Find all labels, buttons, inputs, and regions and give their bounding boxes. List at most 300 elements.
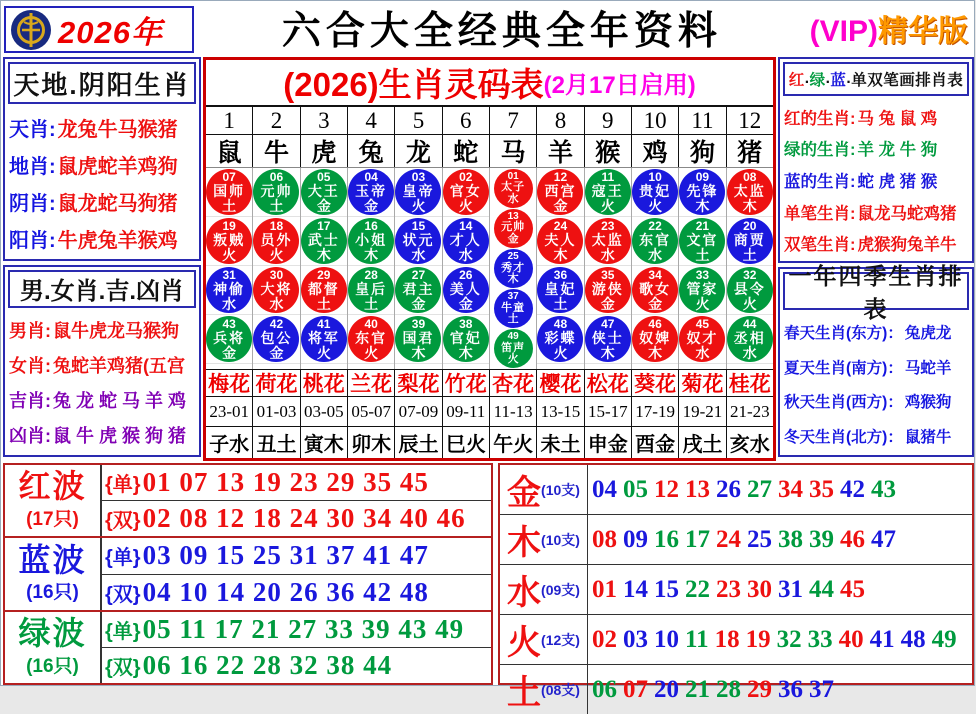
wave-rows xyxy=(102,465,491,536)
ball-role-name: 奴才 xyxy=(686,330,719,346)
ball-element: 土 xyxy=(553,296,568,312)
male-female-title: 男.女肖.吉.凶肖 xyxy=(8,270,196,308)
ball-cell xyxy=(632,315,678,364)
number-ball xyxy=(679,267,725,313)
column-number-cell: 2 xyxy=(253,107,300,134)
wave-name: 蓝波 xyxy=(18,541,87,578)
zodiac-column xyxy=(443,168,490,369)
ball-number: 21 xyxy=(695,219,710,233)
number-ball xyxy=(537,218,583,264)
wave-count: (16只) xyxy=(26,582,79,604)
ball-element: 水 xyxy=(507,192,519,205)
column-number-cell: 1 xyxy=(206,107,253,134)
right-sidebar xyxy=(778,57,974,461)
zodiac-name-cell: 龙 xyxy=(395,135,442,167)
flower-cell: 梨花 xyxy=(395,370,442,396)
element-number: 26 xyxy=(716,475,741,503)
wave-group xyxy=(5,465,491,538)
column-number-cell: 10 xyxy=(632,107,679,134)
ball-cell xyxy=(301,315,347,364)
element-number: 35 xyxy=(809,475,834,503)
ball-cell xyxy=(490,289,536,329)
zodiac-category-row xyxy=(9,387,195,413)
wave-number-row xyxy=(102,575,491,610)
number-ball xyxy=(348,169,394,215)
odd-even-label: {双} xyxy=(105,583,141,606)
number-ball xyxy=(727,169,773,215)
category-value: 鼠猪牛 xyxy=(904,428,952,446)
ball-role-name: 才人 xyxy=(449,232,482,248)
ball-element: 土 xyxy=(507,313,519,326)
ball-role-name: 牛童 xyxy=(501,301,526,314)
number-ball xyxy=(585,169,631,215)
ball-number: 19 xyxy=(222,219,236,233)
ball-role-name: 东官 xyxy=(639,232,672,248)
element-number: 10 xyxy=(654,625,679,653)
ball-element: 木 xyxy=(411,345,426,361)
element-row xyxy=(500,465,972,515)
ball-element: 水 xyxy=(411,247,426,263)
element-count: (09支) xyxy=(541,581,580,598)
ball-number: 24 xyxy=(553,219,568,233)
column-number-cell: 6 xyxy=(443,107,490,134)
number-ball xyxy=(727,316,773,362)
earthly-branch-cell: 寅木 xyxy=(301,427,348,458)
zodiac-category-row xyxy=(784,390,968,412)
ball-role-name: 先锋 xyxy=(686,183,719,199)
flower-cell: 荷花 xyxy=(253,370,300,396)
zodiac-category-row xyxy=(784,231,968,255)
ball-role-name: 寇王 xyxy=(591,183,624,199)
element-number: 02 xyxy=(592,625,617,653)
element-number: 38 xyxy=(778,525,803,553)
element-number: 05 xyxy=(623,475,648,503)
ball-number: 42 xyxy=(269,317,284,331)
ball-element: 火 xyxy=(648,198,663,214)
zodiac-category-row xyxy=(784,321,968,343)
ball-cell xyxy=(348,315,394,364)
ball-element: 火 xyxy=(458,198,473,214)
element-name: 水 xyxy=(507,574,542,612)
earthly-branch-cell: 卯木 xyxy=(348,427,395,458)
male-female-rows xyxy=(5,311,199,455)
number-ball xyxy=(632,267,678,313)
number-ball xyxy=(301,218,347,264)
wave-name: 绿波 xyxy=(18,615,87,652)
time-range-cell: 05-07 xyxy=(348,397,395,426)
ball-element: 金 xyxy=(458,296,473,312)
element-number: 18 xyxy=(714,625,740,653)
earthly-branch-cell: 巳火 xyxy=(443,427,490,458)
ball-role-name: 元帅 xyxy=(260,183,293,199)
category-label: 红的生肖: xyxy=(784,109,856,128)
ball-number: 44 xyxy=(743,317,757,331)
time-range-cell: 07-09 xyxy=(395,397,442,426)
wave-count: (16只) xyxy=(26,655,79,677)
number-ball xyxy=(301,267,347,313)
ball-role-name: 太监 xyxy=(591,232,624,248)
ball-role-name: 商贾 xyxy=(733,232,766,248)
element-number: 32 xyxy=(776,625,802,653)
element-number: 06 xyxy=(592,675,617,703)
zodiac-column xyxy=(301,168,348,369)
element-label xyxy=(500,465,588,514)
earthly-branch-cell: 未土 xyxy=(537,427,584,458)
time-range-cell: 21-23 xyxy=(729,401,770,421)
ball-number: 16 xyxy=(364,219,378,233)
time-range-cell: 01-03 xyxy=(253,397,300,426)
ball-element: 金 xyxy=(316,198,331,214)
number-ball xyxy=(253,316,299,362)
ball-role-name: 侠士 xyxy=(591,330,624,346)
element-number: 19 xyxy=(745,625,771,653)
element-row xyxy=(500,665,972,714)
number-ball xyxy=(443,316,489,362)
flower-cell: 樱花 xyxy=(537,370,584,396)
element-row xyxy=(500,515,972,565)
element-count: (10支) xyxy=(541,481,580,498)
ball-number: 15 xyxy=(411,219,426,233)
ball-role-name: 皇后 xyxy=(355,281,388,297)
ball-role-name: 小姐 xyxy=(355,232,388,248)
zodiac-category-row xyxy=(784,136,968,160)
zodiac-column xyxy=(348,168,395,369)
element-number: 36 xyxy=(778,675,803,703)
element-label xyxy=(500,515,588,564)
ball-element: 木 xyxy=(600,345,615,361)
zodiac-category-row xyxy=(9,224,195,253)
ball-number: 29 xyxy=(317,268,331,282)
flower-cell: 杏花 xyxy=(490,370,537,396)
category-label: 蓝的生肖: xyxy=(784,172,856,191)
ball-element: 火 xyxy=(742,296,757,312)
earthly-branch-cell: 申金 xyxy=(585,427,632,458)
wave-rows xyxy=(102,538,491,609)
ball-role-name: 国师 xyxy=(213,183,246,199)
category-value: 鼠龙马蛇鸡猪 xyxy=(857,204,957,223)
ball-number: 49 xyxy=(507,331,519,343)
earthly-branch-cell: 亥水 xyxy=(729,434,770,456)
element-number: 34 xyxy=(778,475,803,503)
zodiac-category-row xyxy=(784,425,968,447)
ball-cell xyxy=(206,266,252,315)
number-ball xyxy=(443,218,489,264)
ball-element: 木 xyxy=(695,198,710,214)
zodiac-column xyxy=(727,168,773,369)
ball-cell xyxy=(585,168,631,217)
ball-number: 23 xyxy=(601,219,615,233)
element-number: 11 xyxy=(685,625,709,653)
category-label: 阳肖: xyxy=(9,229,56,252)
ball-element: 火 xyxy=(269,247,284,263)
element-name: 金 xyxy=(507,474,542,512)
ball-role-name: 大将 xyxy=(260,281,293,297)
ball-element: 水 xyxy=(600,247,615,263)
zodiac-name-cell: 狗 xyxy=(679,135,726,167)
number-ball xyxy=(585,218,631,264)
category-value: 牛虎兔羊猴鸡 xyxy=(57,229,178,252)
column-number-cell: 9 xyxy=(585,107,632,134)
earthly-branch-cell: 酉金 xyxy=(632,427,679,458)
number-ball xyxy=(494,249,533,288)
column-number-row xyxy=(206,105,773,135)
element-row xyxy=(500,565,972,615)
ball-element: 金 xyxy=(364,198,379,214)
zodiac-code-table xyxy=(203,57,776,461)
number-ball xyxy=(494,169,533,208)
ball-element: 水 xyxy=(695,345,710,361)
wave-label xyxy=(5,465,102,536)
table-title-sub: (2月17日启用) xyxy=(543,72,696,99)
ball-cell xyxy=(537,168,583,217)
ball-element: 木 xyxy=(507,273,519,285)
flower-row xyxy=(206,369,773,397)
ball-role-name: 国君 xyxy=(402,330,435,346)
ball-number: 09 xyxy=(695,170,710,184)
ball-cell xyxy=(253,266,299,315)
ball-element: 土 xyxy=(742,247,757,263)
title-part: 蓝 xyxy=(830,72,847,89)
ball-number: 03 xyxy=(411,170,426,184)
zodiac-name-cell: 马 xyxy=(490,135,537,167)
category-value: 蛇 虎 猪 猴 xyxy=(857,172,938,191)
ball-number: 28 xyxy=(364,268,378,282)
column-number-cell: 7 xyxy=(490,107,537,134)
ball-number: 22 xyxy=(648,219,662,233)
ball-element: 水 xyxy=(648,247,663,263)
number-ball xyxy=(395,218,441,264)
ball-number: 25 xyxy=(507,251,519,262)
ball-cell xyxy=(253,217,299,266)
title-part: . xyxy=(804,70,810,87)
vip-badge xyxy=(810,6,976,50)
ball-cell xyxy=(727,315,773,364)
wave-numbers: 05 11 17 21 27 33 39 43 49 xyxy=(142,613,465,644)
ball-cell xyxy=(395,217,441,266)
time-range-cell: 09-11 xyxy=(443,397,490,426)
ball-number: 06 xyxy=(269,170,284,184)
earthly-branch-cell: 辰土 xyxy=(395,427,442,458)
ball-number: 38 xyxy=(459,317,473,331)
zodiac-name-cell: 鼠 xyxy=(206,135,253,167)
element-number: 46 xyxy=(840,525,865,553)
number-ball xyxy=(253,169,299,215)
number-ball xyxy=(585,316,631,362)
element-number: 03 xyxy=(623,625,648,653)
category-value: 龙兔牛马猴猪 xyxy=(57,118,178,141)
zodiac-name-cell: 牛 xyxy=(253,135,300,167)
flower-cell: 竹花 xyxy=(443,370,490,396)
ball-number: 01 xyxy=(507,170,519,182)
color-stroke-box xyxy=(778,57,974,263)
vip-prefix: (VIP) xyxy=(809,15,878,48)
ball-cell xyxy=(253,315,299,364)
flower-cell: 葵花 xyxy=(632,370,679,396)
category-value: 马蛇羊 xyxy=(904,359,952,377)
zodiac-name-cell: 蛇 xyxy=(443,135,490,167)
category-label: 冬天生肖(北方)： xyxy=(784,428,903,446)
wave-number-row xyxy=(102,501,491,536)
ball-number: 26 xyxy=(459,268,473,282)
ball-role-name: 包公 xyxy=(260,330,293,346)
element-number: 44 xyxy=(809,575,834,603)
title-part: 红 xyxy=(788,72,805,89)
ball-role-name: 皇妃 xyxy=(544,281,577,297)
ball-element: 金 xyxy=(269,345,284,361)
color-stroke-title xyxy=(783,62,969,96)
column-number-cell: 11 xyxy=(679,107,726,134)
zodiac-name-cell: 鸡 xyxy=(632,135,679,167)
category-value: 鼠龙蛇马狗猪 xyxy=(57,192,178,215)
table-title xyxy=(206,60,773,105)
flower-cell: 松花 xyxy=(585,370,632,396)
four-seasons-rows xyxy=(780,313,972,455)
ball-role-name: 官女 xyxy=(449,183,482,199)
wave-numbers: 03 09 15 25 31 37 41 47 xyxy=(142,540,429,571)
ball-element: 木 xyxy=(458,345,473,361)
ball-cell xyxy=(206,168,252,217)
ball-cell xyxy=(490,248,536,288)
ball-role-name: 员外 xyxy=(260,232,293,248)
element-number: 27 xyxy=(747,475,772,503)
element-number: 28 xyxy=(716,675,741,703)
flower-cell: 梅花 xyxy=(206,370,253,396)
zodiac-column xyxy=(632,168,679,369)
ball-number: 40 xyxy=(364,317,378,331)
number-ball xyxy=(206,218,252,264)
category-value: 鼠虎蛇羊鸡狗 xyxy=(57,155,178,178)
time-range-cell: 15-17 xyxy=(585,397,632,426)
ball-cell xyxy=(727,168,773,217)
ball-number: 41 xyxy=(317,317,331,331)
earthly-branch-cell: 子水 xyxy=(206,427,253,458)
zodiac-name-cell: 虎 xyxy=(301,135,348,167)
ball-cell xyxy=(727,217,773,266)
ball-element: 水 xyxy=(458,247,473,263)
wave-numbers: 06 16 22 28 32 38 44 xyxy=(142,649,393,680)
ball-cell xyxy=(679,168,725,217)
number-ball xyxy=(727,218,773,264)
ball-number: 48 xyxy=(553,317,568,331)
column-number-cell: 5 xyxy=(395,107,442,134)
number-ball xyxy=(206,316,252,362)
category-label: 春天生肖(东方)： xyxy=(784,325,903,343)
category-label: 绿的生肖: xyxy=(784,141,856,160)
category-label: 天肖: xyxy=(9,118,56,141)
odd-even-label: {单} xyxy=(105,620,141,643)
ball-number: 45 xyxy=(695,317,710,331)
category-label: 女肖: xyxy=(9,356,51,377)
element-numbers xyxy=(588,465,972,514)
column-number-cell: 4 xyxy=(348,107,395,134)
category-label: 秋天生肖(西方)： xyxy=(784,394,903,412)
element-name: 火 xyxy=(507,624,542,662)
ball-number: 46 xyxy=(648,317,662,331)
odd-even-label: {双} xyxy=(105,510,141,533)
wave-name: 红波 xyxy=(18,468,87,505)
ball-cell xyxy=(585,217,631,266)
ball-cell xyxy=(537,217,583,266)
zodiac-column xyxy=(253,168,300,369)
ball-role-name: 神偷 xyxy=(213,281,246,297)
zodiac-column xyxy=(585,168,632,369)
ball-number: 02 xyxy=(459,170,473,184)
ball-role-name: 君主 xyxy=(402,281,435,297)
element-number: 23 xyxy=(716,575,741,603)
element-count: (08支) xyxy=(541,681,580,698)
ball-element: 水 xyxy=(269,296,284,312)
element-number: 25 xyxy=(747,525,772,553)
element-number: 14 xyxy=(623,575,648,603)
element-count: (12支) xyxy=(541,631,580,648)
wave-rows xyxy=(102,612,491,683)
earthly-branch-cell: 午火 xyxy=(490,427,537,458)
ball-cell xyxy=(632,217,678,266)
ball-role-name: 东官 xyxy=(355,330,388,346)
number-ball xyxy=(253,218,299,264)
element-number: 45 xyxy=(840,575,865,603)
wave-number-row xyxy=(102,538,491,574)
ball-role-name: 歌女 xyxy=(639,281,672,297)
ball-number: 17 xyxy=(317,219,331,233)
ball-element: 金 xyxy=(648,296,663,312)
ball-number: 12 xyxy=(553,170,568,184)
element-number: 41 xyxy=(869,625,895,653)
ball-role-name: 县令 xyxy=(733,281,766,297)
number-ball xyxy=(443,267,489,313)
ball-role-name: 奴婢 xyxy=(639,330,672,346)
ball-number: 18 xyxy=(269,219,284,233)
heaven-earth-title: 天地.阴阳生肖 xyxy=(8,62,196,104)
category-label: 阴肖: xyxy=(9,192,56,215)
category-label: 地肖: xyxy=(9,155,56,178)
element-number: 30 xyxy=(747,575,772,603)
ball-cell xyxy=(301,168,347,217)
ball-role-name: 游侠 xyxy=(591,281,624,297)
element-numbers xyxy=(588,565,972,614)
ball-role-name: 西宫 xyxy=(544,183,577,199)
element-number: 29 xyxy=(747,675,772,703)
ball-number: 37 xyxy=(507,291,519,303)
ball-element: 金 xyxy=(411,296,426,312)
number-ball xyxy=(727,267,773,313)
ball-element: 土 xyxy=(222,198,237,214)
element-number: 12 xyxy=(654,475,679,503)
category-label: 男肖: xyxy=(9,321,51,342)
zodiac-category-row xyxy=(9,352,195,378)
element-number: 31 xyxy=(778,575,803,603)
table-title-main: (2026)生肖灵码表 xyxy=(283,66,544,103)
element-name: 木 xyxy=(507,524,542,562)
zodiac-column xyxy=(395,168,442,369)
ball-cell xyxy=(301,266,347,315)
wave-label xyxy=(5,612,102,683)
wave-color-panel xyxy=(3,463,493,685)
number-ball xyxy=(348,316,394,362)
ball-cell xyxy=(301,217,347,266)
ball-element: 火 xyxy=(364,345,379,361)
wave-count: (17只) xyxy=(26,508,79,530)
zodiac-name-cell: 猪 xyxy=(737,139,763,167)
ball-cell xyxy=(490,208,536,248)
ball-element: 火 xyxy=(411,198,426,214)
element-number: 09 xyxy=(623,525,648,553)
odd-even-label: {双} xyxy=(105,656,141,679)
ball-number: 20 xyxy=(743,219,757,233)
number-ball xyxy=(395,316,441,362)
zodiac-category-row xyxy=(9,317,195,343)
flower-cell: 桃花 xyxy=(301,370,348,396)
